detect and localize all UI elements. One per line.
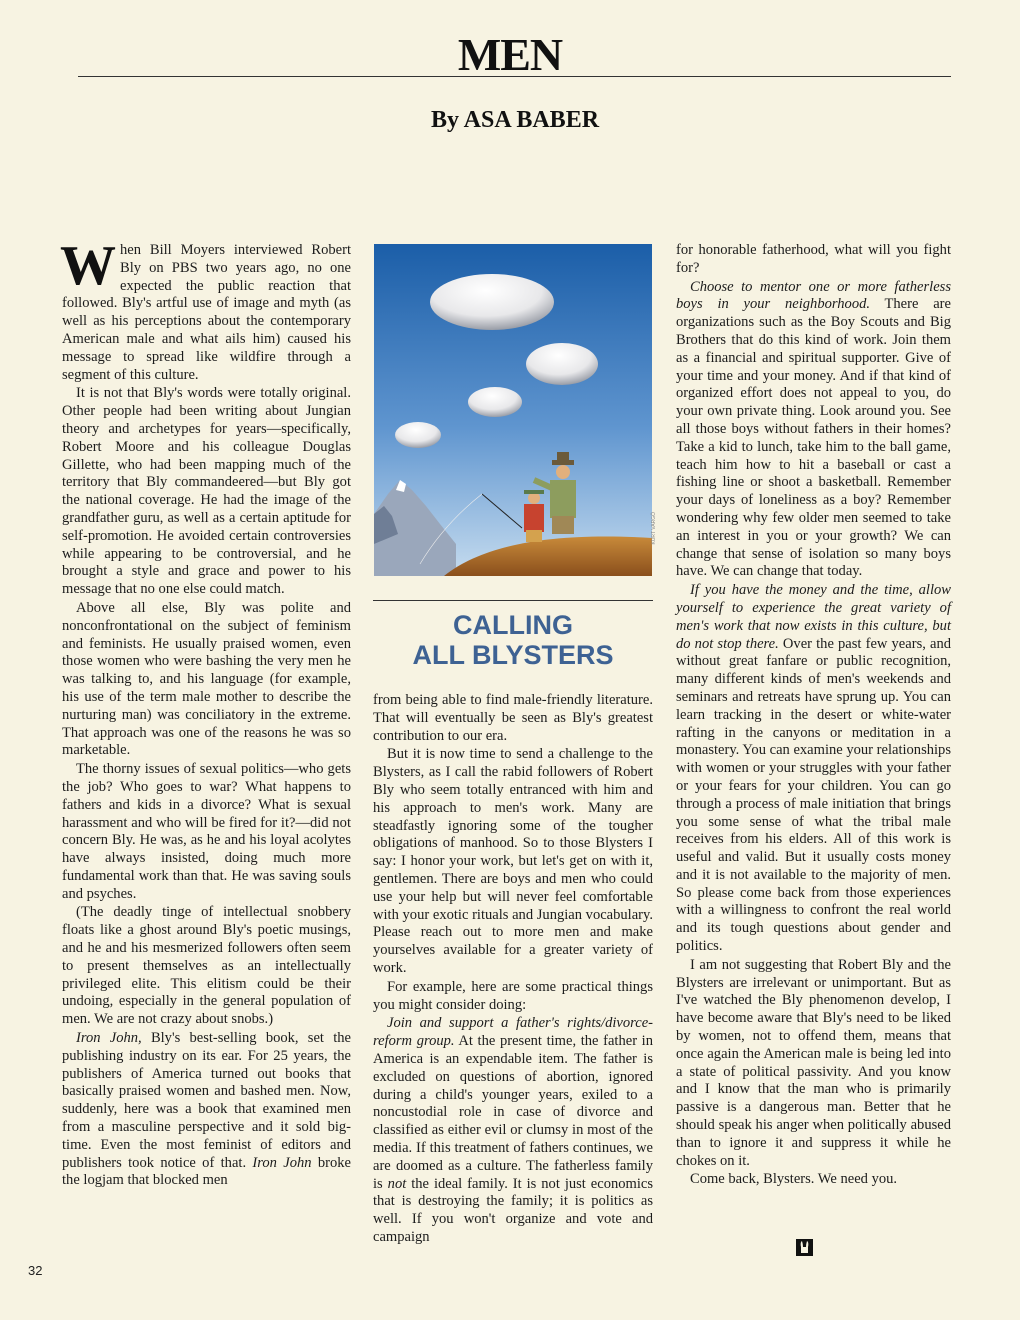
article-column-2 <box>373 692 653 1248</box>
paragraph: But it is now time to send a challenge to the Blysters, as I call the rabid followers of Robert Bly who seem totally entranced with him and his approach to men's work. Many are steadfastly ignoring some of the tougher obligations of manhood. So to those Blysters I say: I honor your work, but let's get on with it, gentlemen. There are boys and men who could use your help but will never feel comfortable with your exotic rituals and Jungian vocabulary. Please reach out to more men and make yourselves available for a greater variety of work. <box>373 746 653 976</box>
paragraph: for honorable fatherhood, what will you fight for? <box>676 242 951 276</box>
drop-cap: W <box>60 235 116 297</box>
section-rule <box>373 600 653 601</box>
paragraph: (The deadly tinge of intellectual snobbery floats like a ghost around Bly's poetic musings, and he and his mesmerized followers often seem to present themselves as an intellectually privileged elite. This elitism could be their undoing, especially in the general population of men. We are not crazy about snobs.) <box>62 904 351 1028</box>
byline: By ASA BABER <box>430 107 600 133</box>
paragraph: Above all else, Bly was polite and nonconfrontational on the subject of feminism and feminists. He usually praised women, even those women who were bashing the very men he was talking to, and his language (for example, his use of the term male mother to describe the nurturing man) was conciliatory in the extreme. That approach was one of the reasons he was so marketable. <box>62 599 351 759</box>
illustration-credit: KURT VARGÖ <box>651 512 657 545</box>
section-title: CALLING ALL BLYSTERS <box>412 610 614 670</box>
paragraph: If you have the money and the time, allow yourself to experience the great variety of men's work that now exists in this culture, but do not stop there. Over the past few years, and without great fanfare or public recognition, many different kinds of men's weekends and seminars and retreats have sprung up. You can learn tracking in the desert or white-water rafting in the canyons or meditation in a monastery. You can examine your relationships with women or your struggles with your father or your fears for your children. You can go through a process of male initiation that brings you some sense of what the tribal male receives from his elders. All of this work is useful and valid. But it usually costs money and it is not available to the majority of men. So please come back from those experiences with a willingness to confront the real world and its tough questions about gender and politics. <box>676 582 952 955</box>
paragraph: Come back, Blysters. We need you. <box>690 1171 898 1188</box>
paragraph: Iron John, Bly's best-selling book, set the publishing industry on its ear. For 25 years, the publishers of America turned out books that basically praised women and bashed men. Now, suddenly, here was a book that examined men from a masculine perspective and it sold big-time. Even the most feminist of editors and publishers took notice of that. Iron John broke the logjam that blocked men <box>62 1030 351 1189</box>
paragraph: The thorny issues of sexual politics—who gets the job? Who goes to war? What happens to fathers and kids in a divorce? What is sexual harassment and who will be fired for it?—did not concern Bly. He was, as he and his loyal acolytes have always insisted, doing much more fundamental work than that. He was saving souls and psyches. <box>62 761 351 902</box>
illustration <box>374 244 652 576</box>
article-column-3 <box>676 242 951 1190</box>
paragraph: For example, here are some practical things you might consider doing: <box>373 978 653 1013</box>
paragraph: from being able to find male-friendly literature. That will eventually be seen as Bly's greatest contribution to our era. <box>373 692 653 744</box>
page-title: MEN <box>457 29 563 80</box>
article-column-1 <box>60 235 351 1191</box>
paragraph: It is not that Bly's words were totally original. Other people had been writing about Jungian theory and archetypes for years—specifically, Robert Moore and his colleague Douglas Gillette, who had been mapping much of the territory that Bly commandeered—but Bly got the national coverage. He had the image of the grandfather guru, as well as a certain aptitude for self-promotion. He avoided certain controversies while appearing to be controversial, and he brought a style and grace and power to his message that no one else could match. <box>62 385 351 598</box>
rabbit-head-end-icon <box>796 1239 813 1256</box>
paragraph: I am not suggesting that Robert Bly and the Blysters are irrelevant or unimportant. But as I've watched the Bly phenomenon develop, I have become aware that Bly's need to be liked by women, not to offend them, means that once again the American male is being led into a state of political passivity. And you know and I know that the man who is primarily passive is a dangerous man. Better that he should speak his anger when politically abused than to ignore it and suppress it while he chokes on it. <box>676 956 951 1169</box>
illustration-image <box>374 244 652 576</box>
header-rule <box>78 76 951 77</box>
paragraph: Choose to mentor one or more fatherless boys in your neighborhood. There are organizations such as the Boy Scouts and Big Brothers that do this kind of work. Join them as a financial and spiritual supporter. Give of your time and your money. And if that kind of organized effort does not appeal to you, do your own private thing. Look around you. See all those boys without fathers in their homes? Take a kid to lunch, take him to the ball game, teach him how to hit a baseball or cast a fishing line or shoot a basketball. Remember your days of loneliness as a boy? Remember wondering why few older men seemed to take an interest in you or your growth? We can change that sense of isolation so many boys have. We can change that today. <box>676 278 951 580</box>
paragraph: When Bill Moyers interviewed Robert Bly on PBS two years ago, no one expected the public reaction that followed. Bly's artful use of image and myth (as well as his perceptions about the contemporary American male and what ails him) caused his message to spread like wildfire through a segment of this culture. <box>60 235 351 383</box>
paragraph: Join and support a father's rights/divorce-reform group. At the present time, the father in America is an expendable item. The father is excluded on questions of abortion, ignored during a child's younger years, exiled to a noncustodial role in case of divorce and classified as either evil or clumsy in most of the media. If this treatment of fathers continues, we are doomed as a culture. The fatherless family is not the ideal family. It is not just economics that is destroying the family; it is politics as well. If you won't organize and vote and campaign <box>373 1015 654 1245</box>
page-number: 32 <box>28 1263 43 1278</box>
